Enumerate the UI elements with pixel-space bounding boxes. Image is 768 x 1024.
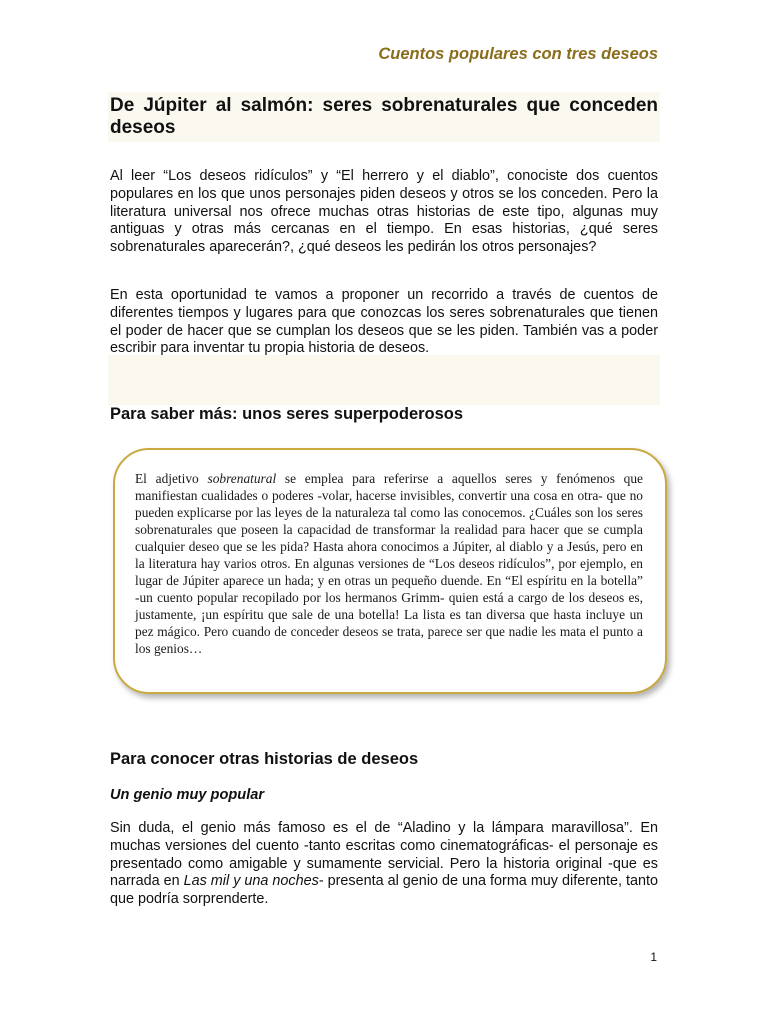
section-heading-superpowers: Para saber más: unos seres superpoderosos (110, 405, 464, 423)
callout-emphasis-word: sobrenatural (207, 471, 277, 486)
spacer-background-band (108, 355, 660, 405)
callout-text-start: El adjetivo (135, 471, 208, 486)
genie-paragraph-end: - presenta al genio de una forma muy diferente, tanto que podría sorprenderte. (110, 873, 659, 908)
page-number: 1 (650, 950, 657, 964)
genie-paragraph (110, 820, 658, 909)
running-header: Cuentos populares con tres deseos (378, 45, 658, 63)
genie-paragraph-start: Sin duda, el genio más famoso es el de “Aladino y la lámpara maravillosa”. En muchas versiones del cuento -tanto escritas como cinematográficas- el personaje es presentado como amigable y sumamente servicial. Pero la historia original -que es narrada en (110, 820, 658, 890)
section-heading-other-stories: Para conocer otras historias de deseos (110, 750, 419, 768)
callout-box (113, 448, 667, 694)
subheading-popular-genie: Un genio muy popular (110, 787, 265, 803)
book-title-italic: Las mil y una noches (183, 873, 319, 890)
page-title: De Júpiter al salmón: seres sobrenaturales que conceden deseos (110, 95, 658, 138)
callout-text (135, 470, 643, 657)
intro-paragraph-2: En esta oportunidad te vamos a proponer un recorrido a través de cuentos de diferentes tiempos y lugares para que conozcas los seres sobrenaturales que tienen el poder de hacer que se cumplan los deseos que se les piden. También vas a poder escribir para inventar tu propia historia de deseos. (110, 287, 658, 357)
callout-text-rest: se emplea para referirse a aquellos seres y fenómenos que manifiestan cualidades o poderes -volar, hacerse invisibles, convertir una cosa en otra- que no pueden explicarse por las leyes de la naturaleza tal como las conocemos. ¿Cuáles son los seres sobrenaturales que poseen la capacidad de transformar la realidad para hacer que se cumpla cualquier deseo que se les pida? Hasta ahora conocimos a Júpiter, al diablo y a Jesús, pero en la literatura hay varios otros. En algunas versiones de “Los deseos ridículos”, por ejemplo, en lugar de Júpiter aparece un hada; y en otras un pequeño duende. En “El espíritu en la botella” -un cuento popular recopilado por los hermanos Grimm- quien está a cargo de los deseos es, justamente, ¡un espíritu que sale de una botella! La lista es tan diversa que hasta incluye un pez mágico. Pero cuando de conceder deseos se trata, parece ser que nadie les mata el punto a los genios… (135, 471, 643, 656)
intro-paragraph-1: Al leer “Los deseos ridículos” y “El herrero y el diablo”, conociste dos cuentos populares en los que unos personajes piden deseos y otros se los conceden. Pero la literatura universal nos ofrece muchas otras historias de este tipo, algunas muy antiguas y otras más cercanas en el tiempo. En esas historias, ¿qué seres sobrenaturales aparecerán?, ¿qué deseos les pedirán los otros personajes? (110, 168, 658, 256)
